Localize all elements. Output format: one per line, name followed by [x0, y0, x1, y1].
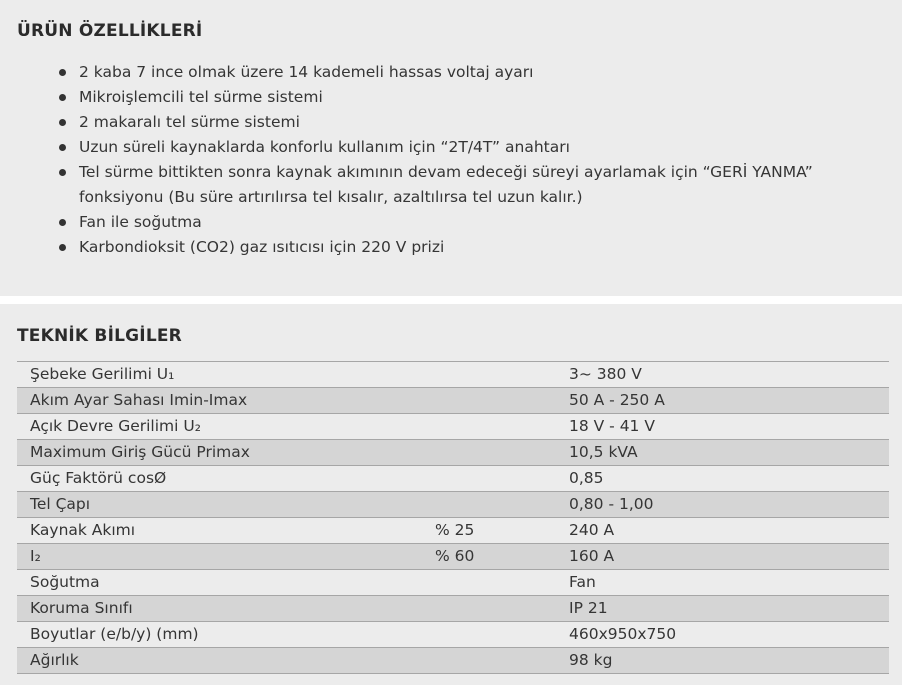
- specs-section: [0, 304, 902, 685]
- feature-text: Tel sürme bittikten sonra kaynak akımının devam edeceği süreyi ayarlamak için “GERİ YANMA” fonksiyonu (Bu süre artırılırsa tel kısalır, azaltılırsa tel uzun kalır.): [79, 163, 813, 206]
- table-row: [17, 414, 889, 440]
- table-row: [17, 648, 889, 674]
- spec-value: 0,80 - 1,00: [569, 492, 889, 518]
- spec-label: Akım Ayar Sahası Imin-Imax: [17, 388, 435, 414]
- feature-text: Uzun süreli kaynaklarda konforlu kullanım için “2T/4T” anahtarı: [79, 138, 570, 156]
- spec-label: Soğutma: [17, 570, 435, 596]
- spec-condition: [435, 440, 569, 466]
- spec-label: Boyutlar (e/b/y) (mm): [17, 622, 435, 648]
- spec-label: Açık Devre Gerilimi U₂: [17, 414, 435, 440]
- spec-value: 18 V - 41 V: [569, 414, 889, 440]
- spec-condition: [435, 362, 569, 388]
- feature-text: 2 kaba 7 ince olmak üzere 14 kademeli hassas voltaj ayarı: [79, 63, 534, 81]
- spec-label: Ağırlık: [17, 648, 435, 674]
- bullet-icon: [59, 219, 66, 226]
- specs-title: TEKNİK BİLGİLER: [17, 326, 182, 346]
- feature-text: Karbondioksit (CO2) gaz ısıtıcısı için 220 V prizi: [79, 238, 445, 256]
- feature-item: [56, 160, 856, 210]
- spec-label: Şebeke Gerilimi U₁: [17, 362, 435, 388]
- spec-condition: [435, 466, 569, 492]
- table-row: [17, 388, 889, 414]
- spec-value: 3~ 380 V: [569, 362, 889, 388]
- feature-item: [56, 135, 856, 160]
- table-row: [17, 596, 889, 622]
- bullet-icon: [59, 69, 66, 76]
- spec-label: I₂: [17, 544, 435, 570]
- table-row: [17, 622, 889, 648]
- feature-item: [56, 85, 856, 110]
- spec-condition: [435, 622, 569, 648]
- spec-value: 0,85: [569, 466, 889, 492]
- table-row: [17, 440, 889, 466]
- table-row: [17, 492, 889, 518]
- spec-condition: [435, 570, 569, 596]
- spec-condition: % 60: [435, 544, 569, 570]
- spec-condition: % 25: [435, 518, 569, 544]
- spec-condition: [435, 388, 569, 414]
- feature-item: [56, 60, 856, 85]
- feature-item: [56, 110, 856, 135]
- feature-list: [56, 60, 856, 260]
- spec-condition: [435, 648, 569, 674]
- spec-label: Koruma Sınıfı: [17, 596, 435, 622]
- spec-label: Güç Faktörü cosØ: [17, 466, 435, 492]
- spec-value: 460x950x750: [569, 622, 889, 648]
- spec-value: 240 A: [569, 518, 889, 544]
- table-row: [17, 362, 889, 388]
- feature-item: [56, 235, 856, 260]
- feature-item: [56, 210, 856, 235]
- spec-table: [17, 361, 889, 674]
- spec-value: 98 kg: [569, 648, 889, 674]
- feature-text: 2 makaralı tel sürme sistemi: [79, 113, 300, 131]
- spec-condition: [435, 596, 569, 622]
- spec-value: Fan: [569, 570, 889, 596]
- table-row: [17, 466, 889, 492]
- bullet-icon: [59, 169, 66, 176]
- feature-text: Mikroişlemcili tel sürme sistemi: [79, 88, 323, 106]
- spec-label: Maximum Giriş Gücü Primax: [17, 440, 435, 466]
- features-section: [0, 0, 902, 296]
- spec-value: IP 21: [569, 596, 889, 622]
- spec-condition: [435, 414, 569, 440]
- table-row: [17, 570, 889, 596]
- spec-label: Kaynak Akımı: [17, 518, 435, 544]
- spec-value: 50 A - 250 A: [569, 388, 889, 414]
- bullet-icon: [59, 244, 66, 251]
- spec-condition: [435, 492, 569, 518]
- bullet-icon: [59, 119, 66, 126]
- spec-value: 160 A: [569, 544, 889, 570]
- section-divider: [0, 296, 902, 304]
- spec-value: 10,5 kVA: [569, 440, 889, 466]
- spec-label: Tel Çapı: [17, 492, 435, 518]
- bullet-icon: [59, 94, 66, 101]
- features-title: ÜRÜN ÖZELLİKLERİ: [17, 21, 203, 41]
- table-row: [17, 544, 889, 570]
- bullet-icon: [59, 144, 66, 151]
- table-row: [17, 518, 889, 544]
- feature-text: Fan ile soğutma: [79, 213, 202, 231]
